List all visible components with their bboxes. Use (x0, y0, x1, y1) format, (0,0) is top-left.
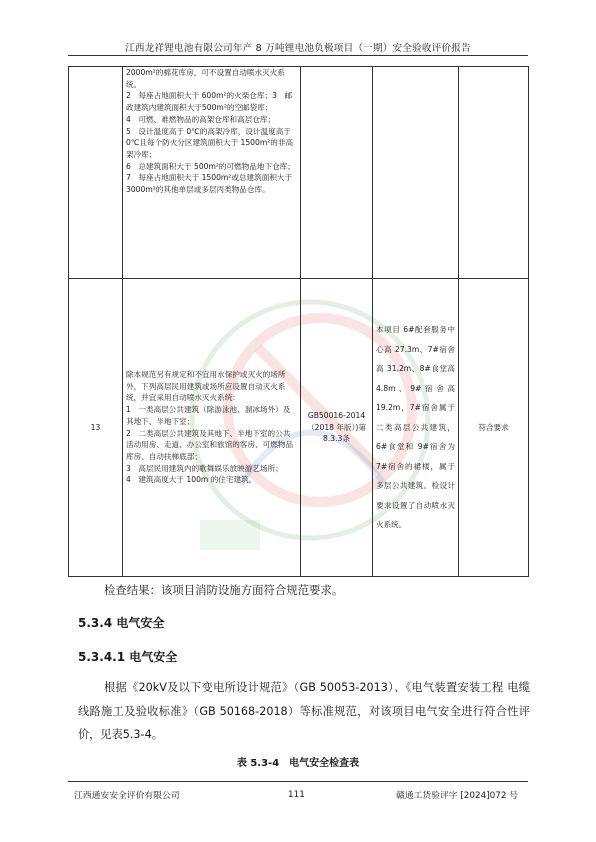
body-paragraph: 根据《20kV及以下变电所设计规范》（GB 50053-2013）、《电气装置安装工程 电缆线路施工及验收标准》（GB 50168-2018）等标准规范，对该项目电气安全进行符合性评价，见表5.3-4。 (78, 681, 530, 741)
table-cell-number (69, 67, 123, 279)
table-cell-content: 2000m²的棉花库房，可不设置自动喷水灭火系统。 2 每座占地面积大于 600m²的火柴仓库；3 邮政建筑内建筑面积大于500m²的空邮袋库； 4 可燃、难燃物品的高架仓库和高层仓库； 5 设计温度高于 0℃的高架冷库，设计温度高于 0℃且每个防火分区建筑面积大于 1500m²的非高架冷库； 6 总建筑面积大于 500m²的可燃物品地下仓库； 7 每座占地面积大于 1500m²或总建筑面积大于 3000m²的其他单层或多层丙类物品仓库。 (123, 67, 301, 279)
page-number: 111 (288, 790, 305, 800)
page-header-title: 江西龙祥锂电池有限公司年产 8 万吨锂电池负极项目（一期）安全验收评价报告 (125, 43, 471, 54)
table-cell-basis (301, 67, 373, 279)
fire-facility-check-table (68, 66, 529, 577)
report-code: 赣通工货验评字 [2024]072 号 (396, 791, 519, 801)
table-caption: 表 5.3-4 电气安全检查表 (236, 758, 360, 769)
footer-company: 江西通安安全评价有限公司 (74, 791, 180, 801)
subsection-heading: 5.3.4.1 电气安全 (78, 650, 178, 664)
check-result-text: 检查结果：该项目消防设施方面符合规范要求。 (104, 583, 344, 597)
table-cell-actual (373, 67, 459, 279)
table-row-continued (69, 67, 529, 279)
table-cell-result: 符合要求 (459, 279, 529, 577)
table-cell-basis: GB50016-2014（2018 年版）)第8.3.3条 (301, 279, 373, 577)
table-cell-number: 13 (69, 279, 123, 577)
table-cell-content: 除本规范另有规定和不宜用水保护或灭火的场所外，下列高层民用建筑或场所应设置自动灭火系统，并宜采用自动喷水灭火系统： 1 一类高层公共建筑（除游泳池、溜冰场外）及其地下、半地下室； 2 二类高层公共建筑及其地下、半地下室的公共活动用房、走道、办公室和旅馆的客房、可燃物品库房、自动扶梯底部； 3 高层民用建筑内的歌舞娱乐放映游艺场所； 4 建筑高度大于 100m 的住宅建筑。 (123, 279, 301, 577)
table-row (69, 279, 529, 577)
section-heading: 5.3.4 电气安全 (78, 616, 165, 630)
header-divider (68, 55, 528, 56)
footer-divider (68, 781, 528, 782)
table-cell-result (459, 67, 529, 279)
table-cell-actual: 本项目 6#配套服务中心高 27.3m、7#宿舍高 31.2m、8#食堂高 4.8m、9#宿舍高 19.2m，7#宿舍属于二类高层公共建筑，6#食堂和 9#宿舍为 7#宿舍的裙楼，属于多层公共建筑。检设计要求设置了自动喷水灭火系统。 (373, 279, 459, 577)
